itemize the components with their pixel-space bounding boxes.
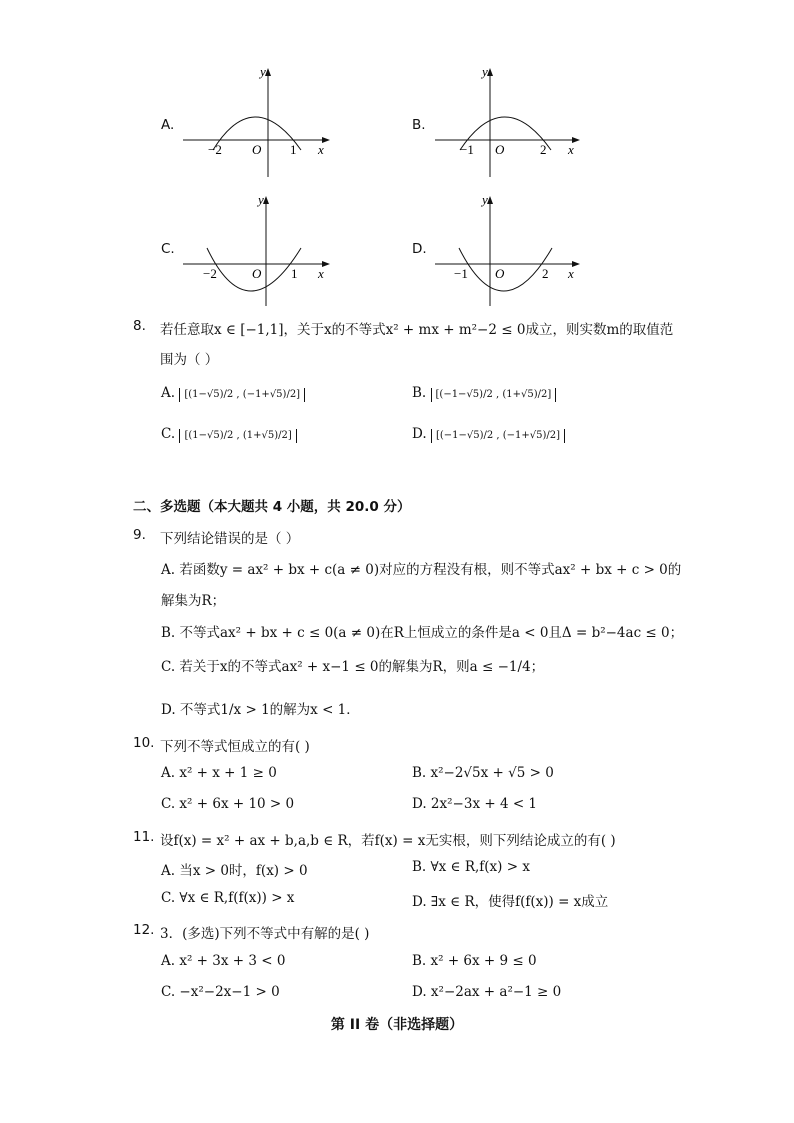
section-heading: 二、多选题（本大题共 4 小题，共 20.0 分） bbox=[133, 499, 411, 515]
option-d: D. ∃x ∈ R，使得f(f(x)) = x成立 bbox=[412, 894, 609, 910]
option-a: A. 若函数y = ax² + bx + c(a ≠ 0)对应的方程没有根，则不等式ax² + bx + c > 0的 bbox=[161, 562, 682, 578]
question-number: 9. bbox=[133, 527, 146, 543]
option-d: D. x²−2ax + a²−1 ≥ 0 bbox=[412, 984, 562, 1000]
graph-c bbox=[180, 186, 340, 311]
option-c: C. x² + 6x + 10 > 0 bbox=[161, 796, 295, 812]
x-axis-label: x bbox=[568, 142, 574, 157]
graph-b bbox=[432, 62, 592, 182]
tick-label: −1 bbox=[460, 142, 474, 157]
tick-label: −1 bbox=[454, 266, 468, 281]
option-d bbox=[412, 426, 565, 443]
option-b bbox=[412, 385, 556, 402]
question-number: 12. bbox=[133, 922, 155, 938]
question-stem: 设f(x) = x² + ax + b,a,b ∈ R，若f(x) = x无实根，则下列结论成立的有( ) bbox=[160, 833, 616, 849]
question-stem: 下列不等式恒成立的有( ) bbox=[160, 739, 310, 755]
option-text: [(−1−√5)/2 , (−1+√5)/2] bbox=[431, 429, 565, 443]
origin-label: O bbox=[252, 266, 262, 281]
option-b: B. x²−2√5x + √5 > 0 bbox=[412, 765, 554, 781]
question-stem: 若任意取x ∈ [−1,1]，关于x的不等式x² + mx + m²−2 ≤ 0成立，则实数m的取值范 bbox=[160, 322, 674, 338]
option-c: C. −x²−2x−1 > 0 bbox=[161, 984, 280, 1000]
question-number: 10. bbox=[133, 735, 155, 751]
option-a bbox=[161, 385, 305, 402]
graph-a bbox=[180, 62, 340, 182]
option-d: D. 不等式1/x > 1的解为x < 1． bbox=[161, 702, 360, 718]
tick-label: −2 bbox=[208, 142, 222, 157]
y-axis-label: y bbox=[258, 192, 264, 207]
tick-label: 1 bbox=[291, 266, 298, 281]
option-a: A. 当x > 0时，f(x) > 0 bbox=[161, 863, 308, 879]
question-stem: 3．(多选)下列不等式中有解的是( ) bbox=[160, 926, 370, 942]
option-c bbox=[161, 426, 297, 443]
option-c: C. ∀x ∈ R,f(f(x)) > x bbox=[161, 890, 295, 906]
part-title: 第 II 卷（非选择题） bbox=[330, 1017, 464, 1033]
y-axis-label: y bbox=[482, 192, 488, 207]
x-axis-label: x bbox=[568, 266, 574, 281]
origin-label: O bbox=[252, 142, 262, 157]
y-axis-label: y bbox=[482, 64, 488, 79]
option-text: [(−1−√5)/2 , (1+√5)/2] bbox=[431, 388, 557, 402]
graph-a-label: A. bbox=[161, 117, 175, 133]
question-stem: 下列结论错误的是（ ） bbox=[160, 531, 300, 547]
y-axis-label: y bbox=[260, 64, 266, 79]
graph-d-label: D. bbox=[412, 241, 427, 257]
tick-label: 2 bbox=[542, 266, 549, 281]
question-stem: 围为（ ） bbox=[160, 352, 219, 368]
graph-b-label: B. bbox=[412, 117, 426, 133]
option-a: A. x² + x + 1 ≥ 0 bbox=[161, 765, 277, 781]
option-c: C. 若关于x的不等式ax² + x−1 ≤ 0的解集为R，则a ≤ −1/4； bbox=[161, 659, 545, 675]
graph-d bbox=[432, 186, 592, 311]
option-d: D. 2x²−3x + 4 < 1 bbox=[412, 796, 538, 812]
origin-label: O bbox=[495, 266, 505, 281]
origin-label: O bbox=[495, 142, 505, 157]
option-a: A. x² + 3x + 3 < 0 bbox=[161, 953, 286, 969]
question-number: 8. bbox=[133, 318, 146, 334]
tick-label: 2 bbox=[540, 142, 547, 157]
graph-c-label: C. bbox=[161, 241, 175, 257]
option-b: B. x² + 6x + 9 ≤ 0 bbox=[412, 953, 537, 969]
option-text: [(1−√5)/2 , (−1+√5)/2] bbox=[179, 388, 305, 402]
option-label: B. bbox=[412, 385, 427, 401]
question-number: 11. bbox=[133, 829, 155, 845]
option-a-continued: 解集为R； bbox=[161, 593, 226, 609]
option-text: [(1−√5)/2 , (1+√5)/2] bbox=[179, 429, 296, 443]
option-label: C. bbox=[161, 426, 176, 442]
option-label: A. bbox=[161, 385, 176, 401]
option-b: B. ∀x ∈ R,f(x) > x bbox=[412, 859, 530, 875]
tick-label: −2 bbox=[203, 266, 217, 281]
x-axis-label: x bbox=[318, 142, 324, 157]
option-label: D. bbox=[412, 426, 427, 442]
option-b: B. 不等式ax² + bx + c ≤ 0(a ≠ 0)在R上恒成立的条件是a < 0且Δ = b²−4ac ≤ 0； bbox=[161, 625, 684, 641]
tick-label: 1 bbox=[290, 142, 297, 157]
x-axis-label: x bbox=[318, 266, 324, 281]
